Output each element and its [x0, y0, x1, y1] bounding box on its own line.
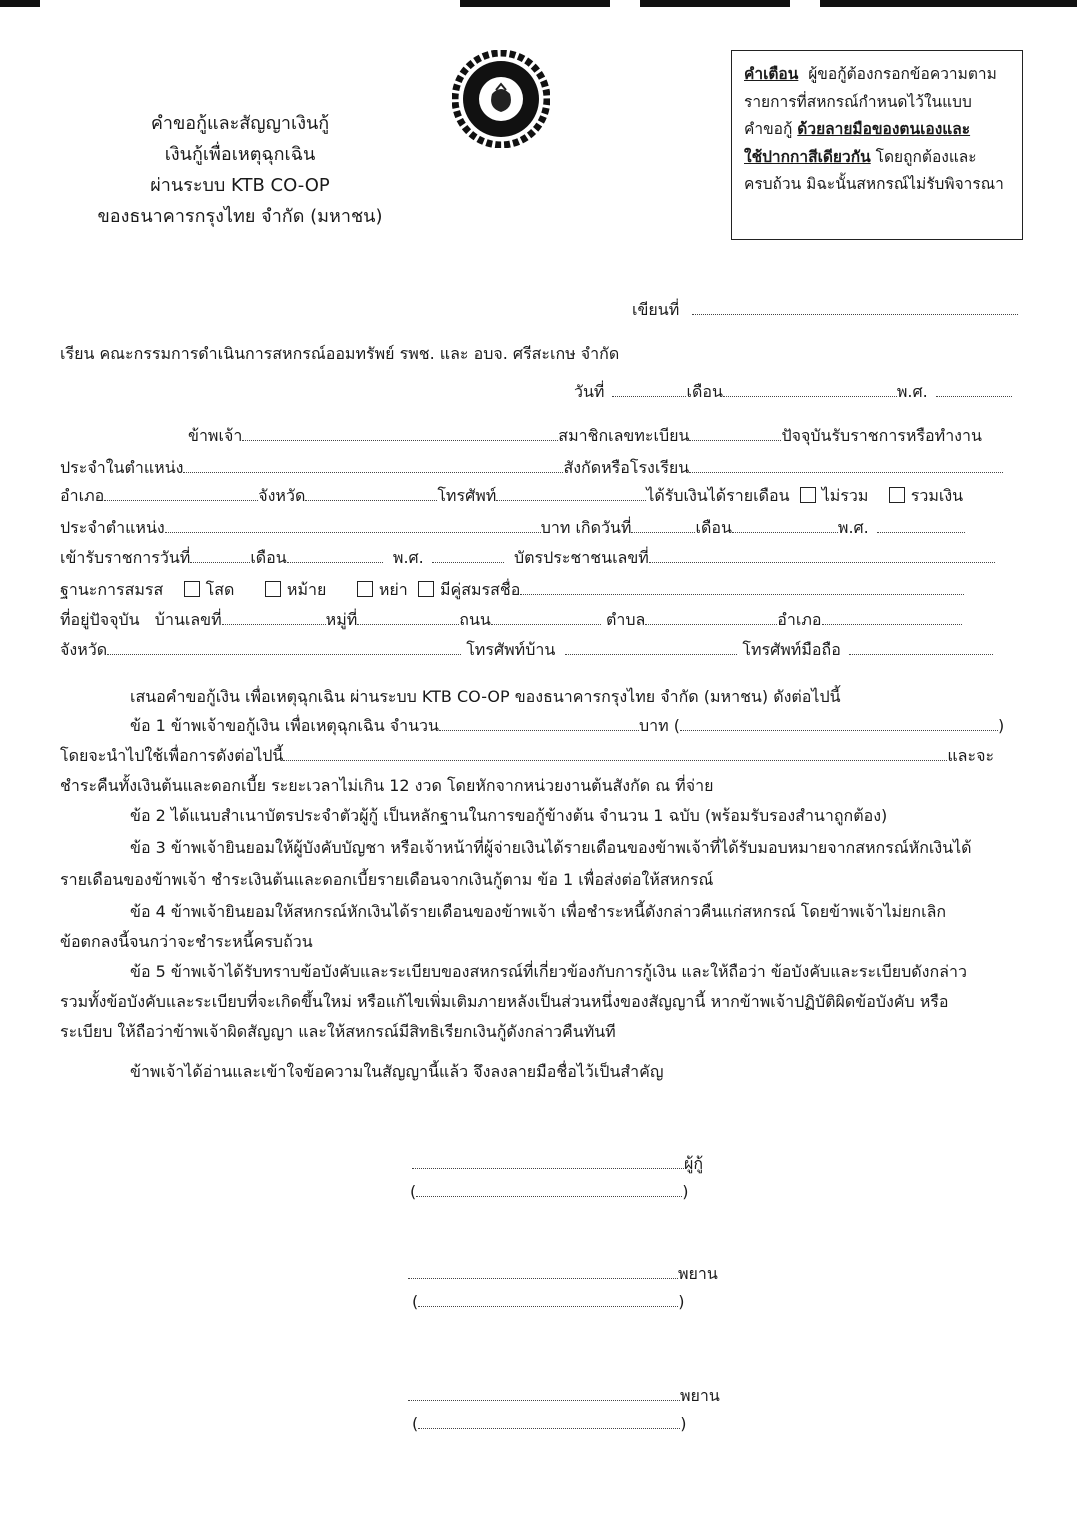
field-label: ตำบล [605, 610, 646, 629]
province-field[interactable] [305, 484, 437, 501]
purpose-field[interactable] [283, 744, 947, 761]
name-field[interactable] [242, 424, 558, 441]
field-label: เดือน [686, 382, 723, 401]
clause-text: และจะ [947, 746, 995, 765]
clause-text: โดยจะนำไปใช้เพื่อการดังต่อไปนี้ [60, 746, 284, 765]
member-no-field[interactable] [689, 424, 781, 441]
checkbox-label: โสด [205, 580, 235, 599]
field-label: โทรศัพท์ [437, 486, 497, 505]
field-label: วันที่ [574, 382, 605, 401]
clause-5-text: รวมทั้งข้อบังคับและระเบียบที่จะเกิดขึ้นใหม่ หรือแก้ไขเพิ่มเติมภายหลังเป็นส่วนหนึ่งของสัญญานี้ หากข้าพเจ้าปฏิบัติผิดข้อบังคับ หรือ [60, 992, 949, 1011]
position-field[interactable] [183, 456, 563, 473]
paren: ) [682, 1182, 689, 1201]
addressee-line: เรียน คณะกรรมการดำเนินการสหกรณ์ออมทรัพย์ รพช. และ อบจ. ศรีสะเกษ จำกัด [60, 344, 620, 363]
field-label: ข้าพเจ้า [188, 426, 243, 445]
warning-text: โดยถูกต้องและ [870, 147, 977, 166]
clause-text: บาท ( [638, 716, 680, 735]
service-month-field[interactable] [287, 546, 383, 563]
purpose-row [60, 744, 994, 768]
position-pay-row [60, 516, 965, 540]
affiliation-field[interactable] [689, 456, 1003, 473]
amount-field[interactable] [439, 714, 639, 731]
birth-day-field[interactable] [631, 516, 695, 533]
written-at-row [632, 298, 1018, 322]
home-phone-field[interactable] [565, 638, 737, 655]
scan-edge-mark [820, 0, 1077, 7]
paren: ) [680, 1414, 687, 1433]
contact-row [60, 638, 993, 662]
clause-3-text: ข้อ 3 ข้าพเจ้ายินยอมให้ผู้บังคับบัญชา หรือเจ้าหน้าที่ผู้จ่ายเงินได้รายเดือนของข้าพเจ้าที่ได้รับมอบหมายจากสหกรณ์หักเงินได้ [130, 838, 972, 857]
field-label: สมาชิกเลขทะเบียน [558, 426, 690, 445]
witness-1-name-row [412, 1290, 685, 1311]
field-label: บาท เกิดวันที่ [540, 518, 632, 537]
moo-field[interactable] [357, 608, 459, 625]
title-line: ของธนาคารกรุงไทย จำกัด (มหาชน) [97, 206, 383, 227]
service-year-field[interactable] [432, 546, 504, 563]
service-day-field[interactable] [190, 546, 250, 563]
field-label: อำเภอ [60, 486, 105, 505]
marital-row [60, 578, 964, 602]
borrower-name-row [410, 1180, 689, 1201]
field-label: เดือน [250, 548, 287, 567]
witness-2-signature-field[interactable] [408, 1384, 680, 1401]
birth-year-field[interactable] [877, 516, 965, 533]
married-checkbox[interactable] [418, 581, 434, 597]
position-pay-field[interactable] [165, 516, 541, 533]
widowed-checkbox[interactable] [265, 581, 281, 597]
paren: ( [412, 1292, 419, 1311]
borrower-signature-row [412, 1152, 703, 1177]
single-checkbox[interactable] [184, 581, 200, 597]
field-label: ประจำในตำแหน่ง [60, 458, 184, 477]
field-label: ปัจจุบันรับราชการหรือทำงาน [781, 426, 982, 445]
district-row [60, 484, 963, 508]
field-label: สังกัดหรือโรงเรียน [563, 458, 690, 477]
house-no-field[interactable] [222, 608, 326, 625]
paren: ( [412, 1414, 419, 1433]
included-checkbox[interactable] [889, 487, 905, 503]
not-included-checkbox[interactable] [800, 487, 816, 503]
phone-field[interactable] [496, 484, 646, 501]
spouse-name-field[interactable] [520, 578, 964, 595]
warning-emphasis: ใช้ปากกาสีเดียวกัน [744, 147, 871, 166]
month-field[interactable] [723, 380, 897, 397]
checkbox-label: หม้าย [286, 580, 327, 599]
checkbox-label: มีคู่สมรสชื่อ [439, 580, 521, 599]
year-field[interactable] [936, 380, 1012, 397]
title-line: คำขอกู้และสัญญาเงินกู้ [150, 113, 330, 134]
field-label: ประจำตำแหน่ง [60, 518, 165, 537]
field-label: จังหวัด [258, 486, 306, 505]
road-field[interactable] [491, 608, 601, 625]
field-label: ถนน [459, 610, 491, 629]
clause-2-text: ข้อ 2 ได้แนบสำเนาบัตรประจำตัวผู้กู้ เป็นหลักฐานในการขอกู้ข้างต้น จำนวน 1 ฉบับ (พร้อมรับรองสำนาถูกต้อง) [130, 806, 888, 825]
intro-text: เสนอคำขอกู้เงิน เพื่อเหตุฉุกเฉิน ผ่านระบบ KTB CO-OP ของธนาคารกรุงไทย จำกัด (มหาชน) ดังต่อไปนี้ [130, 687, 841, 706]
address-district-field[interactable] [822, 608, 962, 625]
title-line: เงินกู้เพื่อเหตุฉุกเฉิน [164, 144, 316, 165]
amount-words-field[interactable] [680, 714, 998, 731]
district-field[interactable] [104, 484, 258, 501]
witness-2-name-row [412, 1412, 687, 1433]
clause-text: ) [997, 716, 1005, 735]
warning-text: ครบถ้วน มิฉะนั้นสหกรณ์ไม่รับพิจารณา [744, 175, 1004, 193]
field-label: ที่อยู่ปัจจุบัน [60, 610, 140, 629]
written-at-field[interactable] [692, 298, 1018, 315]
signature-label: พยาน [680, 1386, 720, 1405]
address-province-field[interactable] [107, 638, 461, 655]
checkbox-label: ไม่รวม [821, 486, 869, 505]
witness-2-name-field[interactable] [418, 1412, 680, 1429]
field-label: โทรศัพท์มือถือ [742, 640, 841, 659]
field-label: เดือน [695, 518, 732, 537]
service-row [60, 546, 995, 570]
witness-1-signature-row [408, 1262, 718, 1287]
witness-1-name-field[interactable] [418, 1290, 678, 1307]
title-line: ผ่านระบบ KTB CO-OP [150, 175, 330, 196]
birth-month-field[interactable] [732, 516, 838, 533]
field-label: ฐานะการสมรส [60, 580, 164, 599]
acknowledgement-text: ข้าพเจ้าได้อ่านและเข้าใจข้อความในสัญญานี้แล้ว จึงลงลายมือชื่อไว้เป็นสำคัญ [130, 1062, 664, 1081]
position-row [60, 456, 1003, 480]
witness-2-signature-row [408, 1384, 720, 1409]
clause-3-text: รายเดือนของข้าพเจ้า ชำระเงินต้นและดอกเบี้ยรายเดือนจากเงินกู้ตาม ข้อ 1 เพื่อส่งต่อให้สหกรณ์ [60, 870, 714, 889]
warning-text: รายการที่สหกรณ์กำหนดไว้ในแบบ [744, 92, 972, 111]
paren: ) [678, 1292, 685, 1311]
clause-4-text: ข้อ 4 ข้าพเจ้ายินยอมให้สหกรณ์หักเงินได้รายเดือนของข้าพเจ้า เพื่อชำระหนี้ดังกล่าวคืนแก่สหกรณ์ โดยข้าพเจ้าไม่ยกเลิก [130, 902, 947, 921]
clause-5-text: ข้อ 5 ข้าพเจ้าได้รับทราบข้อบังคับและระเบียบของสหกรณ์ที่เกี่ยวข้องกับการกู้เงิน และให้ถือว่า ข้อบังคับและระเบียบดังกล่าว [130, 962, 967, 981]
field-label: เขียนที่ [632, 300, 680, 319]
applicant-row [188, 424, 982, 448]
borrower-name-field[interactable] [416, 1180, 682, 1197]
date-row [574, 380, 1012, 404]
repay-text: ชำระคืนทั้งเงินต้นและดอกเบี้ย ระยะเวลาไม่เกิน 12 งวด โดยหักจากหน่วยงานต้นสังกัด ณ ที่จ่าย [60, 776, 714, 795]
divorced-checkbox[interactable] [357, 581, 373, 597]
scan-edge-mark [640, 0, 790, 7]
clause-text: ข้อ 1 ข้าพเจ้าขอกู้เงิน เพื่อเหตุฉุกเฉิน จำนวน [130, 716, 439, 735]
witness-1-signature-field[interactable] [408, 1262, 678, 1279]
subdistrict-field[interactable] [645, 608, 777, 625]
field-label: พ.ศ. [837, 518, 869, 537]
clause-5-text: ระเบียบ ให้ถือว่าข้าพเจ้าผิดสัญญา และให้สหกรณ์มีสิทธิเรียกเงินกู้ดังกล่าวคืนทันที [60, 1022, 616, 1041]
field-label: พ.ศ. [392, 548, 424, 567]
field-label: หมู่ที่ [325, 610, 358, 629]
warning-emphasis: ด้วยลายมือของตนเองและ [797, 120, 971, 138]
paren: ( [410, 1182, 417, 1201]
field-label: บ้านเลขที่ [154, 610, 222, 629]
field-label: เข้ารับราชการวันที่ [60, 548, 191, 567]
scan-edge-mark [0, 0, 40, 7]
day-field[interactable] [612, 380, 686, 397]
checkbox-label: รวมเงิน [910, 486, 964, 505]
clause-1-row [130, 714, 1004, 738]
mobile-field[interactable] [849, 638, 993, 655]
field-label: พ.ศ. [896, 382, 928, 401]
field-label: จังหวัด [60, 640, 108, 659]
field-label: บัตรประชาชนเลขที่ [513, 548, 649, 567]
signature-label: พยาน [678, 1264, 718, 1283]
field-label: อำเภอ [777, 610, 822, 629]
document-title [60, 108, 420, 232]
id-card-field[interactable] [649, 546, 995, 563]
field-label: โทรศัพท์บ้าน [466, 640, 556, 659]
clause-4-text: ข้อตกลงนี้จนกว่าจะชำระหนี้ครบถ้วน [60, 932, 313, 951]
cooperative-seal-icon [452, 50, 550, 148]
address-row [60, 608, 962, 632]
warning-text: ผู้ขอกู้ต้องกรอกข้อความตาม [808, 65, 997, 83]
field-label: ได้รับเงินได้รายเดือน [646, 486, 790, 505]
scan-edge-mark [460, 0, 610, 7]
warning-label: คำเตือน [744, 65, 799, 83]
warning-text: คำขอกู้ [744, 120, 798, 138]
checkbox-label: หย่า [378, 580, 408, 599]
borrower-signature-field[interactable] [412, 1152, 684, 1169]
warning-box [731, 50, 1023, 240]
signature-label: ผู้กู้ [684, 1154, 704, 1173]
